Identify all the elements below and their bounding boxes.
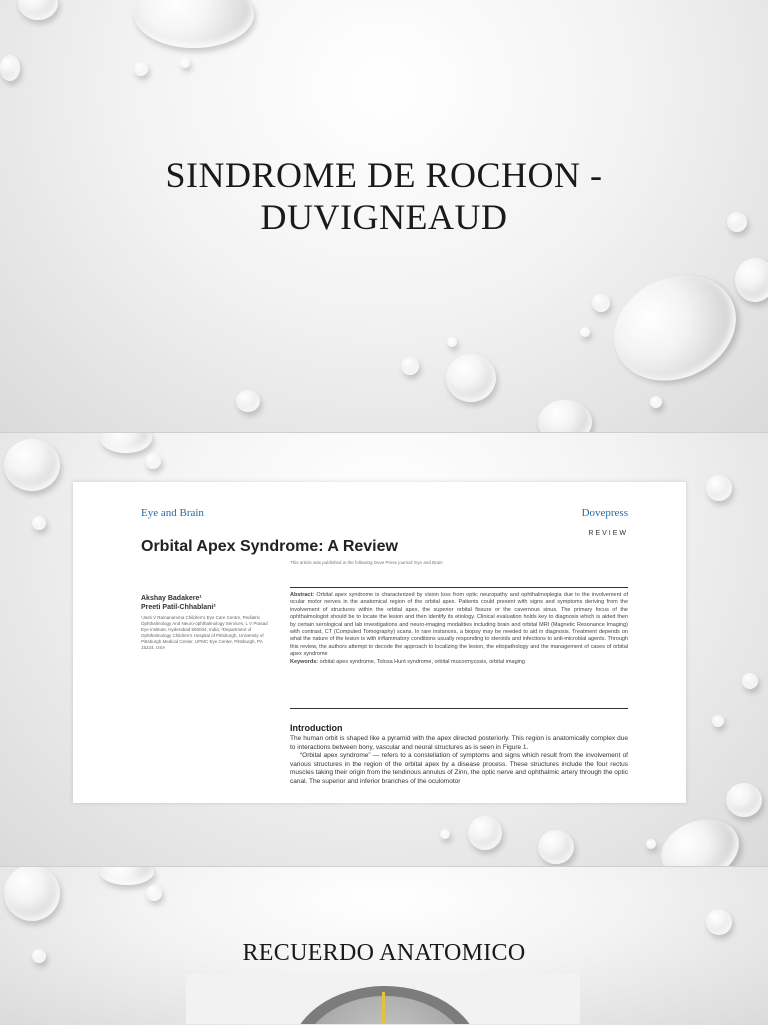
water-drop-decoration	[742, 673, 758, 689]
water-drop-decoration	[32, 516, 46, 530]
intro-heading: Introduction	[290, 723, 343, 733]
keywords-text: orbital apex syndrome, Tolosa Hunt syndrome, orbital mucormycosis, orbital imaging	[319, 658, 525, 665]
intro-text	[290, 735, 628, 787]
article-title: Orbital Apex Syndrome: A Review	[141, 538, 398, 555]
article-section: REVIEW	[588, 530, 628, 537]
divider	[290, 587, 628, 588]
water-drop-decoration	[134, 62, 148, 76]
water-drop-decoration	[538, 400, 592, 432]
water-drop-decoration	[468, 816, 502, 850]
water-drop-decoration	[735, 258, 768, 302]
water-drop-decoration	[706, 909, 732, 935]
water-drop-decoration	[538, 830, 574, 864]
water-drop-decoration	[4, 866, 60, 921]
water-drop-decoration	[0, 55, 20, 81]
author-2: Preeti Patil-Chhablani²	[141, 604, 216, 611]
water-drop-decoration	[100, 432, 152, 453]
title-line-2: DUVIGNEAUD	[260, 197, 508, 237]
article-authors	[141, 594, 216, 612]
water-drop-decoration	[646, 839, 656, 849]
abstract-label: Abstract:	[290, 592, 315, 598]
midline-marker	[382, 992, 385, 1024]
water-drop-decoration	[580, 327, 590, 337]
intro-paragraph-2: “Orbital apex syndrome” — refers to a constellation of symptoms and signs which result from the involvement of various structures in the region of the orbital apex by a disease process. These structures include the four rectus muscles taking their origin from the tendinous annulus of Zinn, the optic nerve and ophthalmic artery through the optic canal. The superior and inferior branches of the oculomotor	[290, 752, 628, 785]
intro-paragraph-1: The human orbit is shaped like a pyramid with the apex directed posteriorly. This region is anatomically complex due to interactions between bony, vascular and neural structures as is seen in Figure 1.	[290, 735, 628, 751]
article-abstract	[290, 592, 628, 666]
water-drop-decoration	[440, 829, 450, 839]
water-drop-decoration	[726, 783, 762, 817]
published-note: This article was published in the following Dove Press journal: Eye and Brain	[290, 560, 443, 565]
water-drop-decoration	[652, 809, 747, 866]
water-drop-decoration	[650, 396, 662, 408]
water-drop-decoration	[134, 0, 254, 48]
water-drop-decoration	[712, 715, 724, 727]
water-drop-decoration	[18, 0, 58, 20]
slide-title	[0, 0, 768, 432]
divider	[290, 708, 628, 709]
water-drop-decoration	[145, 453, 161, 469]
author-affiliation: ¹Jasti V Ramanamma Children's Eye Care Centre, Pediatric Ophthalmology And Neuro-ophthalmology Services, L V Prasad Eye Institute, Hyderabad 500034, India; ²Department of Ophthalmology Children's Hospital of Pittsburgh, University of Pittsburgh Medical Center, UPMC Eye Center, Pittsburgh, PA 15224, USA	[141, 615, 268, 650]
journal-name: Eye and Brain	[141, 507, 204, 519]
water-drop-decoration	[146, 885, 162, 901]
slide-title-text	[0, 154, 768, 238]
abstract-text: Orbital apex syndrome is characterized by vision loss from optic neuropathy and ophthalmoplegia due to the involvement of ocular motor nerves in the anatomical region of the orbital apex. Patients could present with signs and symptoms deriving from the involvement of structures within the orbital apex, the superior orbital fissure or the cavernous sinus. The primary focus of the ophthalmologist should be to locate the lesion and then identify its etiology. Clinical evaluation holds key to diagnosis which is aided then by certain serological and lab investigations and neuro-imaging modalities including brain and orbital MRI (Magnetic Resonance Imaging) with contrast, CT (Computed Tomography) scans. In rare instances, a biopsy may be needed to aid in diagnosis. Treatment depends on what the nature of the lesion is with inflammatory conditions usually responding to steroids and infections to anti-microbial agents. Through this review, the authors attempt to decode the approach to localizing the lesion, the etiopathology and the management of cases of orbital apex syndrome	[290, 592, 628, 658]
water-drop-decoration	[180, 58, 190, 68]
title-line-1: SINDROME DE ROCHON -	[165, 155, 603, 195]
water-drop-decoration	[236, 390, 260, 412]
article-screenshot	[73, 482, 686, 803]
water-drop-decoration	[597, 256, 753, 400]
water-drop-decoration	[401, 357, 419, 375]
keywords-label: Keywords:	[290, 658, 319, 665]
brain-image	[186, 974, 580, 1024]
water-drop-decoration	[706, 475, 732, 501]
author-1: Akshay Badakere¹	[141, 595, 202, 602]
water-drop-decoration	[100, 866, 154, 885]
publisher-name: Dovepress	[581, 507, 628, 519]
water-drop-decoration	[447, 337, 457, 347]
water-drop-decoration	[4, 439, 60, 491]
slide-anatomy-title: RECUERDO ANATOMICO	[242, 940, 526, 966]
water-drop-decoration	[446, 354, 496, 402]
water-drop-decoration	[592, 294, 610, 312]
